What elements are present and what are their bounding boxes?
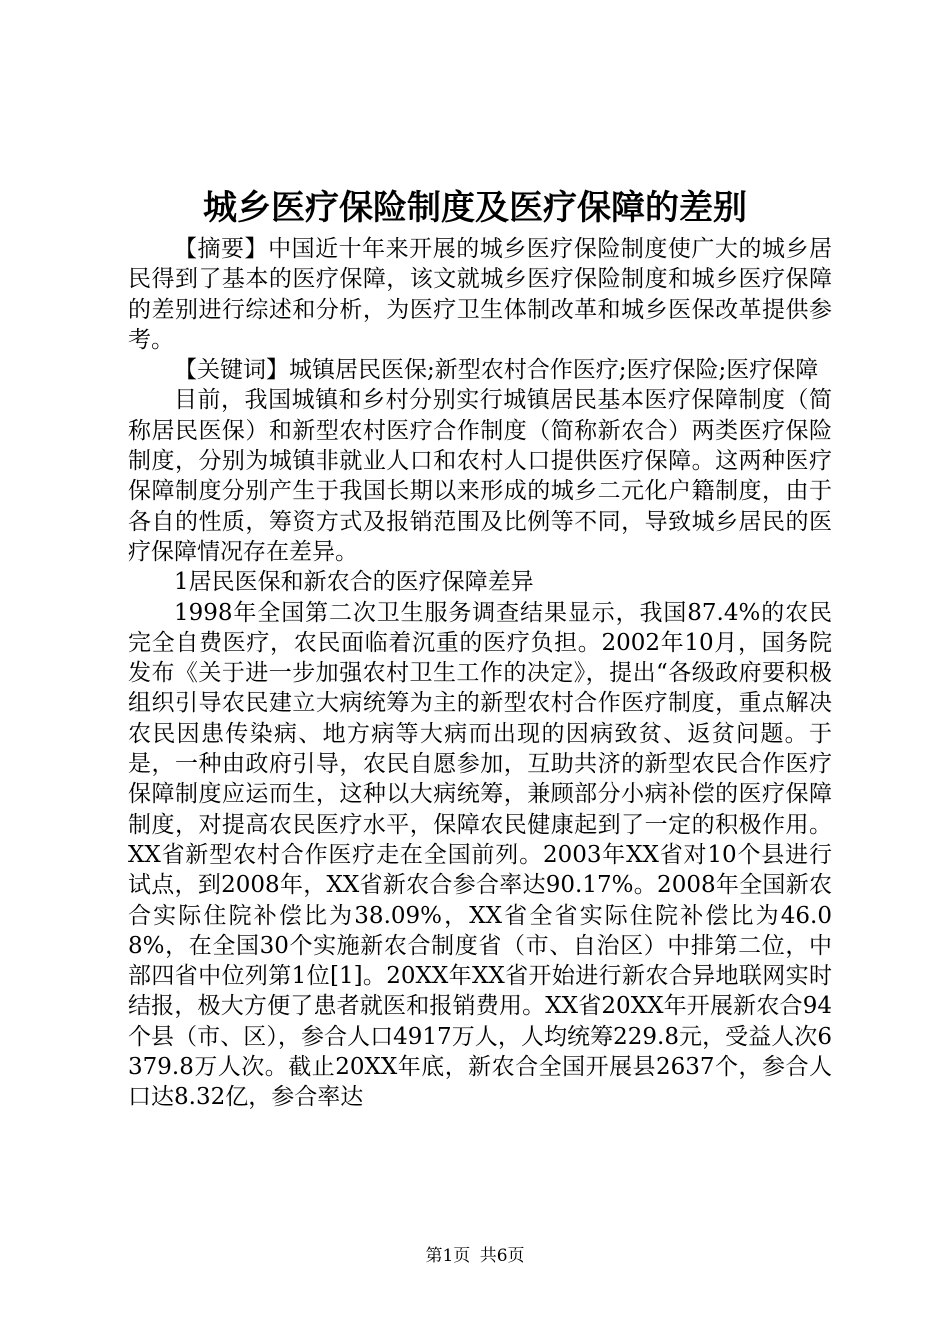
abstract-paragraph: 【摘要】中国近十年来开展的城乡医疗保险制度使广大的城乡居民得到了基本的医疗保障，该文就城乡医疗保险制度和城乡医疗保障的差别进行综述和分析，为医疗卫生体制改革和城乡医保改革提供参考。 xyxy=(128,236,832,353)
page-number: 第1页 xyxy=(425,1246,471,1266)
page-footer xyxy=(0,1244,950,1268)
document-title: 城乡医疗保险制度及医疗保障的差别 xyxy=(203,188,747,228)
keywords-paragraph: 【关键词】城镇居民医保;新型农村合作医疗;医疗保险;医疗保障 xyxy=(174,357,819,384)
section-paragraph: 1998年全国第二次卫生服务调查结果显示，我国87.4%的农民完全自费医疗，农民面临着沉重的医疗负担。2002年10月，国务院发布《关于进一步加强农村卫生工作的决定》，提出“各级政府要积极组织引导农民建立大病统筹为主的新型农村合作医疗制度，重点解决农民因患传染病、地方病等大病而出现的因病致贫、返贫问题。于是，一种由政府引导，农民自愿参加，互助共济的新型农民合作医疗保障制度应运而生，这种以大病统筹，兼顾部分小病补偿的医疗保障制度，对提高农民医疗水平，保障农民健康起到了一定的积极作用。XX省新型农村合作医疗走在全国前列。2003年XX省对10个县进行试点，到2008年，XX省新农合参合率达90.17%。2008年全国新农合实际住院补偿比为38.09%，XX省全省实际住院补偿比为46.08%，在全国30个实施新农合制度省（市、自治区）中排第二位，中部四省中位列第1位[1]。20XX年XX省开始进行新农合异地联网实时结报，极大方便了患者就医和报销费用。XX省20XX年开展新农合94个县（市、区），参合人口4917万人，人均统筹229.8元，受益人次6379.8万人次。截止20XX年底，新农合全国开展县2637个，参合人口达8.32亿，参合率达 xyxy=(128,599,832,1111)
page-total: 共6页 xyxy=(479,1246,525,1266)
intro-paragraph: 目前，我国城镇和乡村分别实行城镇居民基本医疗保障制度（简称居民医保）和新型农村医疗合作制度（简称新农合）两类医疗保险制度，分别为城镇非就业人口和农村人口提供医疗保障。这两种医疗保障制度分别产生于我国长期以来形成的城乡二元化户籍制度，由于各自的性质，筹资方式及报销范围及比例等不同，导致城乡居民的医疗保障情况存在差异。 xyxy=(128,387,832,565)
section-heading: 1居民医保和新农合的医疗保障差异 xyxy=(174,569,534,596)
document-body xyxy=(128,234,832,1113)
